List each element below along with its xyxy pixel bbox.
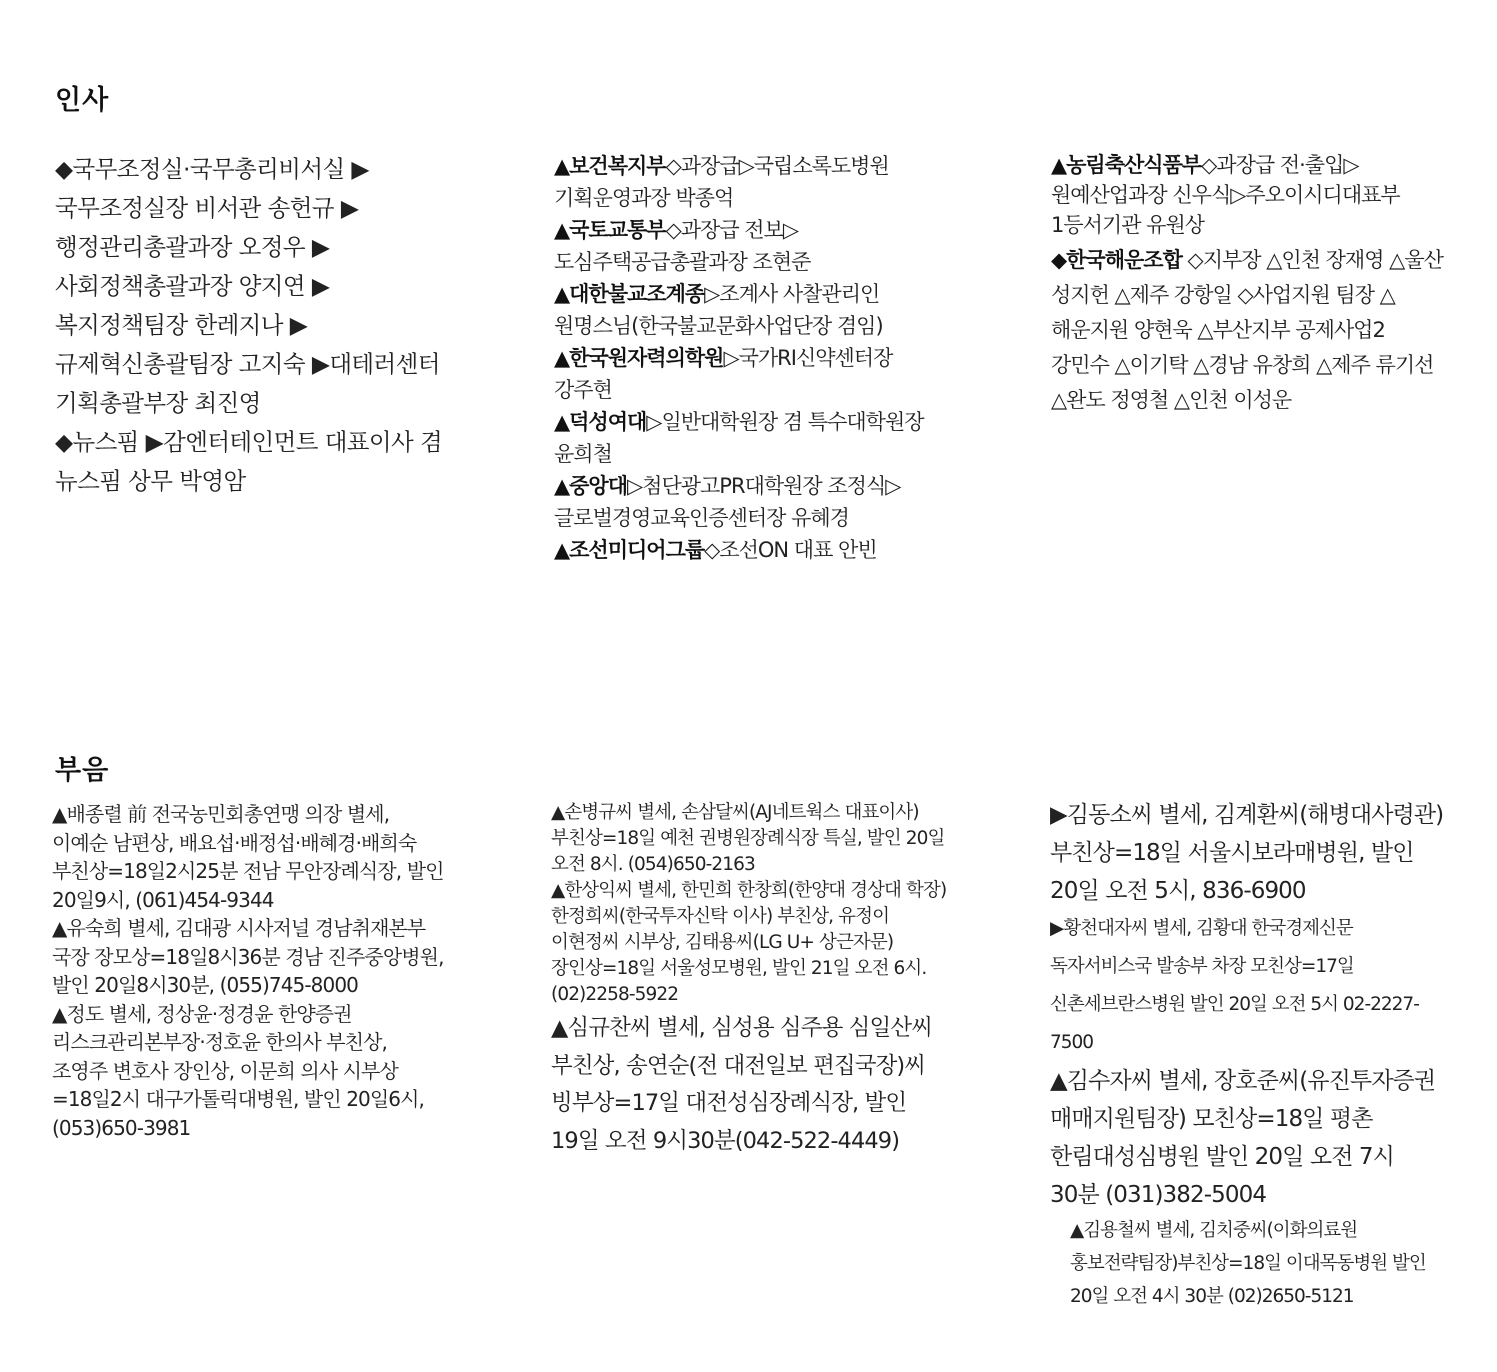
insa-entry xyxy=(1051,243,1446,418)
insa-entry xyxy=(554,278,946,342)
insa-entry-org: ▲한국원자력의학원 xyxy=(554,346,724,370)
insa-entry-org: ▲농림축산식품부 xyxy=(1051,153,1202,177)
insa-entry-text: ◇과장급 전보▷도심주택공급총괄과장 조현준 xyxy=(554,218,811,274)
bueum-entry: ▲한상익씨 별세, 한민희 한창희(한양대 경상대 학장) 한정희씨(한국투자신탁 이사) 부친상, 유정이 이현정씨 시부상, 김태용씨(LG U+ 상근자문) 장인상=18일 서울성모병원, 발인 21일 오전 6시. (02)2258-5922 xyxy=(551,880,947,1005)
insa-column-3 xyxy=(1051,150,1446,418)
bueum-entry: ▲심규찬씨 별세, 심성용 심주용 심일산씨 부친상, 송연순(전 대전일보 편집국장)씨 빙부상=17일 대전성심장례식장, 발인 19일 오전 9시30분(042-522-4449) xyxy=(551,1015,933,1154)
bueum-entry: ▲유숙희 별세, 김대광 시사저널 경남취재본부 국장 장모상=18일8시36분 경남 진주중앙병원, 발인 20일8시30분, (055)745-8000 xyxy=(52,916,444,997)
bueum-column-2 xyxy=(551,800,949,1160)
insa-entry xyxy=(554,342,946,406)
insa-entry xyxy=(55,423,453,501)
bueum-entry: ▶황천대자씨 별세, 김황대 한국경제신문 독자서비스국 발송부 차장 모친상=17일 신촌세브란스병원 발인 20일 오전 5시 02-2227-7500 xyxy=(1050,918,1419,1053)
bueum-column-1 xyxy=(52,800,446,1142)
insa-entry-org: ◆국무조정실·국무총리비서실 xyxy=(55,155,345,183)
insa-entry-org: ◆뉴스핌 xyxy=(55,428,139,456)
bueum-entry: ▲김수자씨 별세, 장호준씨(유진투자증권 매매지원팀장) 모친상=18일 평촌 한림대성심병원 발인 20일 오전 7시 30분 (031)382-5004 xyxy=(1050,1068,1436,1208)
bueum-entry: ▲손병규씨 별세, 손삼달씨(AJ네트웍스 대표이사) 부친상=18일 예천 권병원장례식장 특실, 발인 20일 오전 8시. (054)650-2163 xyxy=(551,802,945,875)
bueum-entry: ▲김용철씨 별세, 김치중씨(이화의료원 홍보전략팀장)부친상=18일 이대목동병원 발인 20일 오전 4시 30분 (02)2650-5121 xyxy=(1070,1220,1426,1307)
insa-entry-org: ▲보건복지부 xyxy=(554,154,666,178)
insa-entry-org: ▲덕성여대 xyxy=(554,410,647,434)
insa-entry xyxy=(554,214,946,278)
insa-column-2 xyxy=(554,150,946,566)
insa-entry-text: ◇과장급 전·출입▷원예산업과장 신우식▷주오이시디대표부 1등서기관 유원상 xyxy=(1051,153,1400,237)
insa-entry-org: ▲중앙대 xyxy=(554,474,628,498)
insa-entry-text: ▷조계사 사찰관리인 원명스님(한국불교문화사업단장 겸임) xyxy=(554,282,883,338)
section-title-insa: 인사 xyxy=(55,85,110,116)
insa-entry xyxy=(554,150,946,214)
insa-entry-text: ◇지부장 △인천 장재영 △울산 성지헌 △제주 강항일 ◇사업지원 팀장 △해운지원 양현욱 △부산지부 공제사업2 강민수 △이기탁 △경남 유창희 △제주 류기선 △완도 정영철 △인천 이성운 xyxy=(1051,248,1443,412)
insa-entry-text: ▷일반대학원장 겸 특수대학원장 윤희철 xyxy=(554,410,924,466)
section-title-bueum: 부음 xyxy=(55,755,110,786)
insa-entry-text: ▷첨단광고PR대학원장 조정식▷글로벌경영교육인증센터장 유혜경 xyxy=(554,474,901,530)
insa-entry xyxy=(554,534,946,566)
insa-entry-text: ▷국가RI신약센터장 강주현 xyxy=(554,346,893,402)
insa-entry-text: ▶감엔터테인먼트 대표이사 겸 뉴스핌 상무 박영암 xyxy=(55,428,443,495)
insa-entry xyxy=(554,470,946,534)
insa-entry-org: ▲대한불교조계종 xyxy=(554,282,705,306)
insa-entry-text: ◇조선ON 대표 안빈 xyxy=(704,538,877,562)
insa-entry xyxy=(1051,150,1446,240)
insa-entry-org: ▲국토교통부 xyxy=(554,218,666,242)
insa-entry-org: ◆한국해운조합 xyxy=(1051,248,1182,272)
insa-column-1 xyxy=(55,150,453,501)
bueum-entry: ▲정도 별세, 정상윤·정경윤 한양증권 리스크관리본부장·정호윤 한의사 부친상, 조영주 변호사 장인상, 이문희 의사 시부상=18일2시 대구가톨릭대병원, 발인 20일6시, (053)650-3981 xyxy=(52,1001,424,1140)
insa-entry-text: ▶국무조정실장 비서관 송헌규 ▶행정관리총괄과장 오정우 ▶사회정책총괄과장 양지연 ▶복지정책팀장 한레지나 ▶규제혁신총괄팀장 고지숙 ▶대테러센터 기획총괄부장 최진영 xyxy=(55,155,440,417)
insa-entry xyxy=(55,150,453,423)
bueum-entry: ▶김동소씨 별세, 김계환씨(해병대사령관) 부친상=18일 서울시보라매병원, 발인 20일 오전 5시, 836-6900 xyxy=(1050,802,1444,904)
insa-entry-org: ▲조선미디어그룹 xyxy=(554,538,705,562)
bueum-entry: ▲배종렬 前 전국농민회총연맹 의장 별세, 이예순 남편상, 배요섭·배정섭·배혜경·배희숙 부친상=18일2시25분 전남 무안장례식장, 발인 20일9시, (061)454-9344 xyxy=(52,802,444,912)
insa-entry-text: ◇과장급▷국립소록도병원 기획운영과장 박종억 xyxy=(554,154,889,210)
bueum-column-3 xyxy=(1050,796,1448,1313)
insa-entry xyxy=(554,406,946,470)
